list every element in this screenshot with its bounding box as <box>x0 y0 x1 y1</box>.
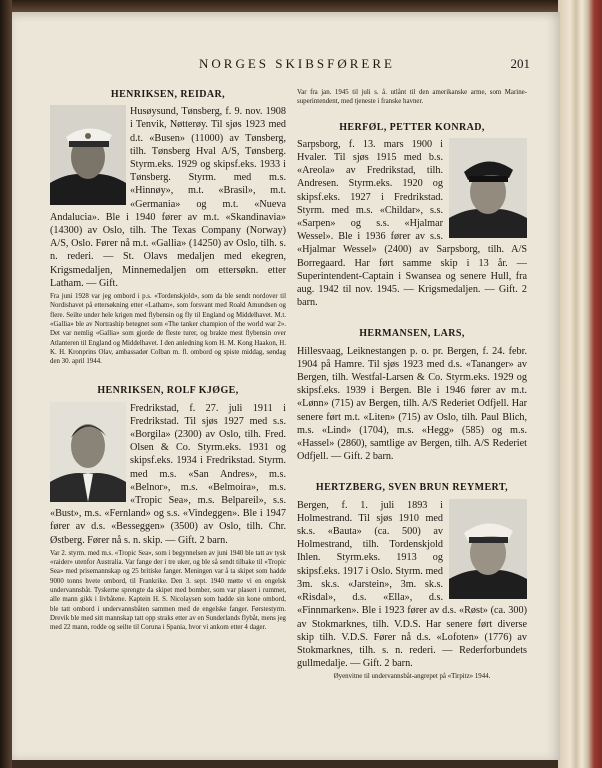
book-page <box>12 12 560 760</box>
entry-note: Øyenvitne til undervannsbåt-angrepet på «Tirpitz» 1944. <box>333 673 491 681</box>
entry-text: Bergen, f. 1. juli 1893 i Holmestrand. Til sjøs 1910 med sk.s. «Bauta» (ca. 500) av Holmestrand, tilh. Tordenskjold Ihlen. Styrm.eks. 1913 og skipsf.eks. 1917 i Oslo. Styrm. med 3m. sk.s. «Jarstein», 3m. sk.s. «Risdal», d.s. «Ella», d.s. «Finnmarken». Ble i 1923 fører av d.s. «Røst» (ca. 300) av Stokmarknes, tilh. V.D.S. Har senere ført diverse skip tilh. V.D.S. Fører nå d.s. «Lofoten» (1776) av Stokmarknes, tilh. s. n. rederi. — Rederforbundets gullmedalje. — Gift. 2 barn. <box>297 499 527 670</box>
entry-name: HENRIKSEN, REIDAR, <box>110 89 226 100</box>
book-edge-left <box>0 0 12 768</box>
page-number: 201 <box>510 56 530 71</box>
portrait-photo <box>449 138 527 238</box>
entry-text: Fredrikstad, f. 27. juli 1911 i Fredrikstad. Til sjøs 1927 med s.s. «Borgila» (2300) av Oslo, tilh. Fred. Olsen & Co. Styrm.eks. 1931 og skipsf.eks. 1934 i Fredrikstad. Styrm. med m.s. «San Andres», m.s. «Belnor», m.s. «Belmoira», m.s. «Tropic Sea», m.s. Belpareil», s.s. «Bust», m.s. «Fernland» og s.s. «Vindeggen». Ble i 1947 fører av d.s. «Besseggen» (3500) av Oslo, tilh. Chr. Østberg. Fører nå s. n. skip. — Gift. 2 barn. <box>50 402 286 546</box>
entry-text: Husøysund, Tønsberg, f. 9. nov. 1908 i Tenvik, Nøtterøy. Til sjøs 1923 med d.t. «Busen» (11000) av Tønsberg, tilh. Tønsberg Hval A/S, Tønsberg. Styrm.eks. 1929 og skipsf.eks. 1933 i Tønsberg. Styrm. med m.s. «Hinnøy», m.t. «Brasil», m.t. «Germania» og m.t. «Nueva Andalucia». Ble i 1940 fører av m.t. «Skandinavia» (14300) av Oslo, tilh. The Texas Company (Norway) A/S, Oslo. Fører nå m.t. «Gallia» (14250) av Oslo, tilh. s. n. rederi. — St. Olavs medaljen med ekegren, Krigsmedaljen, Minnemedaljen om ettersøkn. etter Latham. — Gift. <box>50 106 286 289</box>
portrait-photo <box>449 499 527 599</box>
page-header <box>52 56 542 76</box>
page-stack-right <box>558 0 602 768</box>
portrait-photo <box>50 105 126 205</box>
portrait-captain-white-cap-icon <box>449 499 527 599</box>
entry-name: HERMANSEN, LARS, <box>359 328 465 340</box>
continued-note: Var fra jan. 1945 til juli s. å. utlånt til den amerikanske arme, som Marine-superintendent, med tjeneste i franske havner. <box>297 89 527 106</box>
entry-name: HERFØL, PETTER KONRAD, <box>339 121 485 133</box>
portrait-man-suit-icon <box>50 402 126 502</box>
entry-note: Fra juni 1928 var jeg ombord i p.s. «Tordenskjold», som da ble sendt nordover til Nordishavet på ettersøkning etter «Latham», som forsvant med Roald Amundsen og flere. Seilte under hele krigen med flybensin og fly til England og Middelhavet. M.t. «Gallia» ble av Nortraship betegnet som «The tanker champion of the world war 2». Det var nemlig «Gallia» som gjorde de fleste turer, og brakte mest flybensin over Atlanteren til England og Middelhavet. I den anledning kom H. M. Kong Haakon, H. K. H. Kronprins Olav, ambassadør Colban m. fl. ombord og spiste middag, søndag den 30. april 1944. <box>50 293 286 366</box>
entry-name: HENRIKSEN, ROLF KJØGE, <box>97 385 239 397</box>
entry-text: Sarpsborg, f. 13. mars 1900 i Hvaler. Til sjøs 1915 med b.s. «Areola» av Fredrikstad, tilh. Andresen. Styrm.eks. 1920 og skipsf.eks. 1927 i Fredrikstad. Styrm. med m.s. «Childar», s.s. «Sarpen» og s.s. «Hjalmar Wessel». Ble i 1936 fører av s.s. «Hjalmar Wessel» (2400) av Sarpsborg, tilh. A/S Borregaard. Har ført samme skip i 13 år. — Superintendent-Captain i Swansea og senere Hull, fra aug. 1942 til nov. 1945. — Krigsmedaljen. — Gift. 2 barn. <box>297 138 527 309</box>
running-title: NORGES SKIBSFØRERE <box>199 56 395 71</box>
right-column <box>297 88 527 682</box>
entry-text: Hillesvaag, Leiknestangen p. o. pr. Bergen, f. 24. febr. 1904 på Hamre. Til sjøs 1923 med d.s. «Tananger» av Bergen, tilh. Westfal-Larsen & Co. Styrm.eks. 1929 og skipsf.eks. 1939 i Bergen. Ble i 1946 fører av m.t. «Lønn» (715) av Bergen, tilh. A/S Rederiet Odfjell. Har senere ført m.t. «Liten» (715) av Oslo, tilh. Paul Blich, m.s. «Lind» (1704), m.s. «Hegg» (585) og m.s. «Hassel» (2860), samtlige av Bergen, tilh. A/S Rederiet Odfjell. — Gift. 2 barn. <box>297 345 527 463</box>
portrait-captain-cap-icon <box>50 105 126 205</box>
entry-note: Var 2. styrm. med m.s. «Tropic Sea», som i begynnelsen av juni 1940 ble tatt av tysk «raider» utenfor Australia. Var fange der i tre uker, og ble så sendt tilbake til «Tropic Sea» med prisemannskap og 25 britiske fanger. Meningen var å ta skipet som hadde 9000 tonns hvete ombord, til Frankrike. Den 3. sept. 1940 møtte vi en engelsk undervannsbåt. Tyskerne sprengte da skipet med bomber, som var plasert i rummet, alle mann gikk i livbåtene. Kaptein H. S. Nicolaysen som hadde sin kone ombord, ble tatt ombord i undervannsbåten sammen med de engelske fanger. Førstestyrm. Drevik ble med sitt mannskap tatt opp straks etter av en Sunderlands flybåt, mens jeg med 22 mann, rodde og seilte til Coruna i Spania, hvor vi ankom etter 4 dager. <box>50 549 286 632</box>
portrait-photo <box>50 402 126 502</box>
entry-name: HERTZBERG, SVEN BRUN REYMERT, <box>315 482 509 494</box>
portrait-captain-dark-cap-icon <box>449 138 527 238</box>
left-column <box>50 88 286 633</box>
